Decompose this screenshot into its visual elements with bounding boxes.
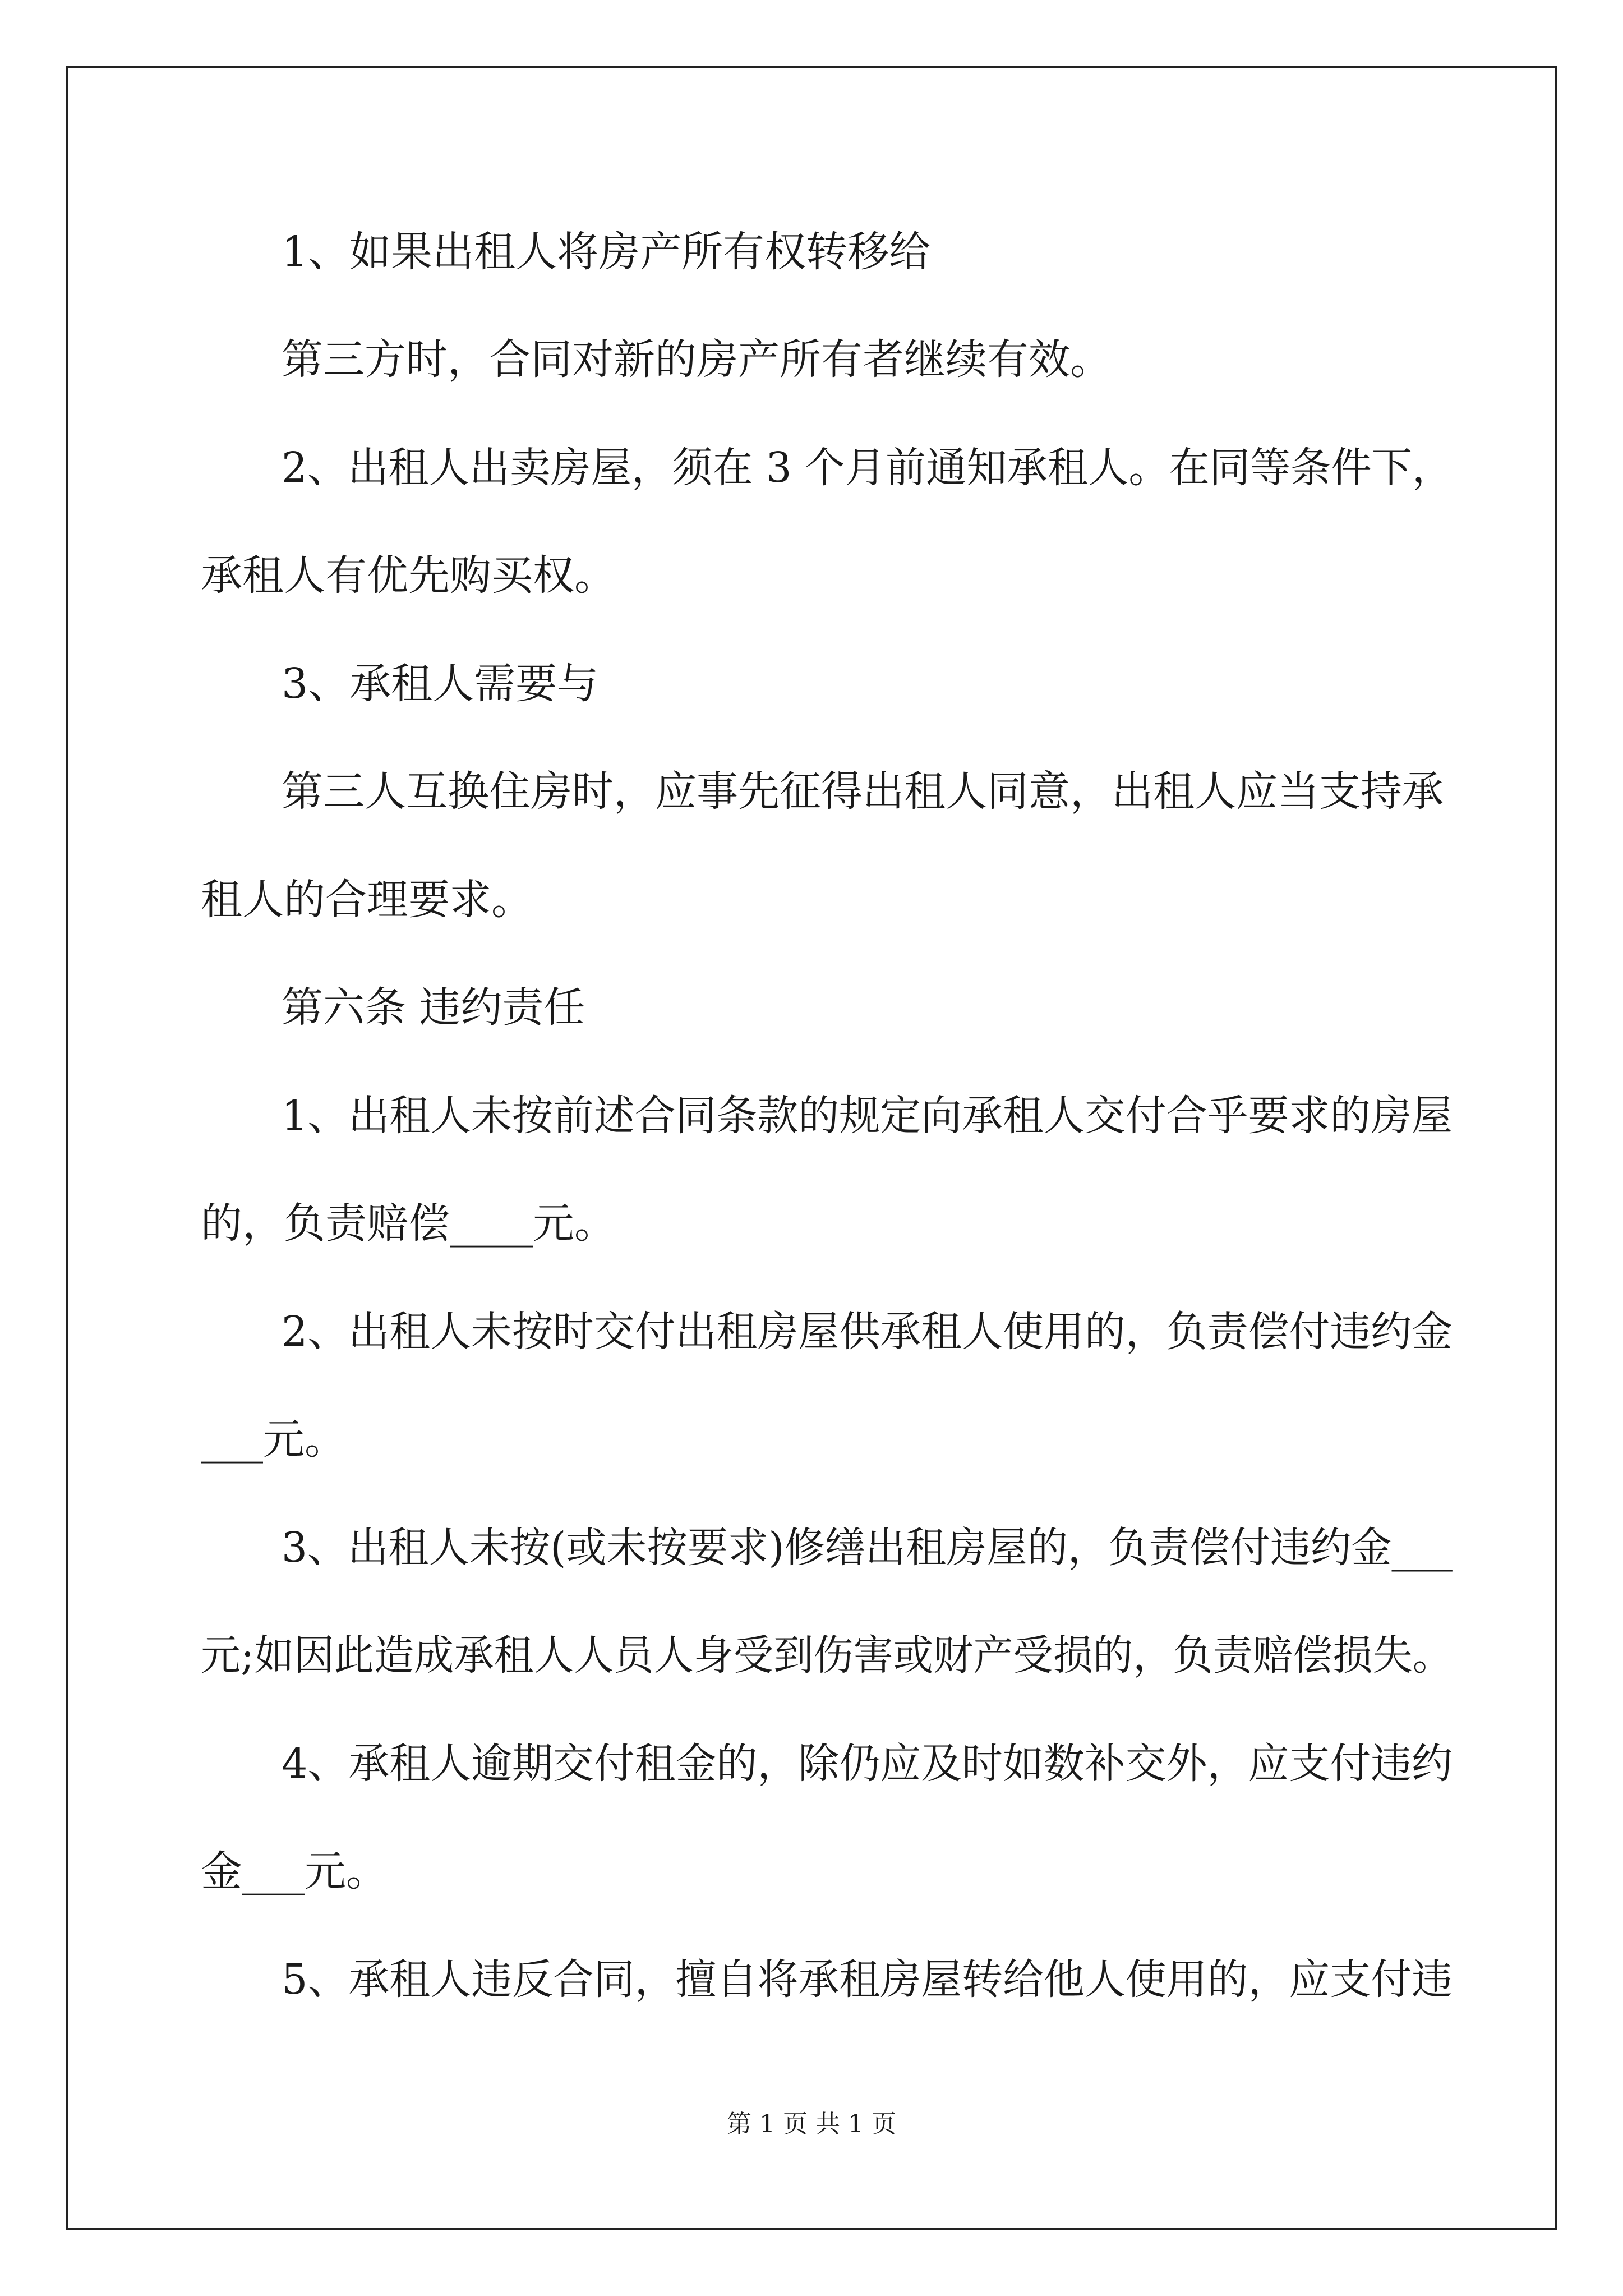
text-line: 租人的合理要求。: [201, 876, 533, 924]
section-heading: 第六条 违约责任: [282, 983, 585, 1032]
text-line: ___元。: [201, 1415, 346, 1464]
text-line: 5、承租人违反合同，擅自将承租房屋转给他人使用的，应支付违: [282, 1955, 1453, 2004]
text-line: 3、出租人未按(或未按要求)修缮出租房屋的，负责偿付违约金___: [282, 1524, 1453, 1572]
text-line: 第三人互换住房时，应事先征得出租人同意，出租人应当支持承: [282, 767, 1444, 816]
text-line: 的，负责赔偿____元。: [201, 1199, 616, 1248]
text-line: 1、出租人未按前述合同条款的规定向承租人交付合乎要求的房屋: [282, 1092, 1453, 1140]
text-line: 承租人有优先购买权。: [201, 551, 616, 600]
text-line: 2、出租人未按时交付出租房屋供承租人使用的，负责偿付违约金: [282, 1308, 1453, 1356]
text-line: 第三方时，合同对新的房产所有者继续有效。: [282, 335, 1112, 384]
text-line: 1、如果出租人将房产所有权转移给: [282, 228, 931, 276]
text-line: 元;如因此造成承租人人员人身受到伤害或财产受损的，负责赔偿损失。: [201, 1631, 1453, 1680]
text-line: 3、承租人需要与: [282, 660, 599, 708]
text-line: 金___元。: [201, 1847, 388, 1895]
text-line: 2、出租人出卖房屋，须在 3 个月前通知承租人。在同等条件下，: [282, 444, 1453, 492]
document-body: [201, 0, 1453, 2076]
page-footer: 第 1 页 共 1 页: [727, 2110, 896, 2138]
text-line: 4、承租人逾期交付租金的，除仍应及时如数补交外，应支付违约: [282, 1740, 1453, 1788]
